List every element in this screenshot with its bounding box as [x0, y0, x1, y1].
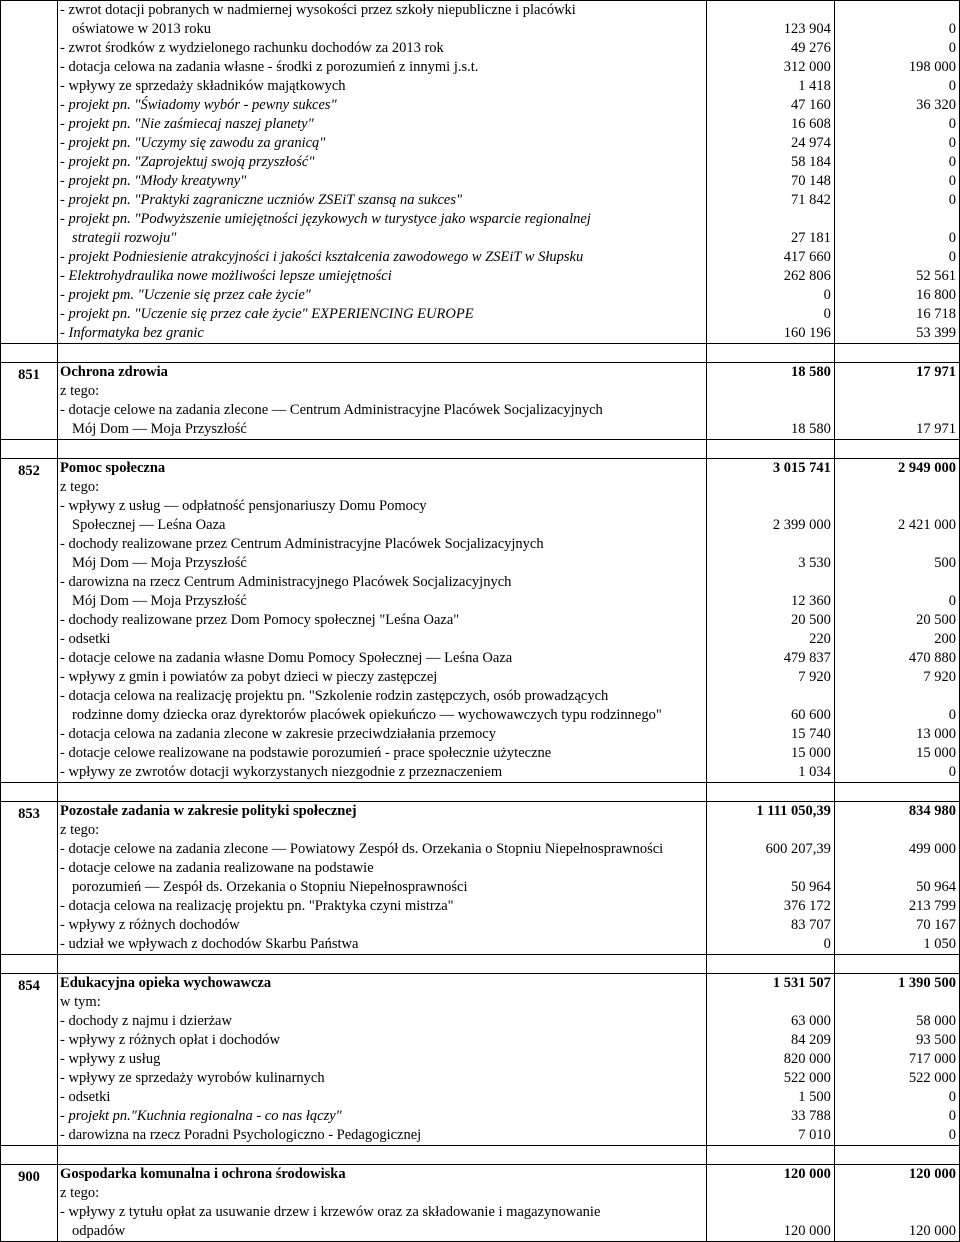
blank-cell: [835, 478, 959, 497]
income-row-value-execution: 16 800: [916, 287, 956, 303]
section-852: [1, 459, 960, 783]
income-row-description-line1: - wpływy ze sprzedaży wyrobów kulinarnych: [60, 1070, 325, 1086]
income-row-value-plan: 49 276: [790, 40, 831, 56]
income-row-description-line1: - dotacje celowe na zadania zlecone ― Powiatowy Zespół ds. Orzekania o Stopniu Niepełnosprawności: [60, 841, 664, 857]
section-plan-cell: [706, 974, 834, 1146]
income-row-description-line1: - dotacje celowe realizowane na podstawie porozumień - prace społecznie użyteczne: [60, 745, 552, 761]
income-row-description-line1: - dochody z najmu i dzierżaw: [60, 1013, 232, 1029]
income-row-description-line1: - projekt pn. "Uczymy się zawodu za granicą": [60, 135, 326, 151]
income-row-description-line1: - wpływy z gmin i powiatów za pobyt dzieci w pieczy zastępczej: [60, 669, 438, 685]
spacer-cell: [706, 783, 834, 802]
section-total-execution: 17 971: [916, 364, 956, 380]
spacer-cell: [706, 344, 834, 363]
top-continuation-block: [1, 1, 960, 344]
income-row-description: [58, 286, 706, 305]
income-row-description: [58, 324, 706, 343]
income-row-value-plan: 1 500: [798, 1089, 831, 1105]
income-row-value-plan: 27 181: [790, 230, 831, 246]
section-execution-cell: [834, 1165, 959, 1242]
income-row-description: [58, 1088, 706, 1107]
income-row-description-line1: - dotacja celowa na zadania własne - środki z porozumień z innymi j.s.t.: [60, 59, 479, 75]
spacer-cell: [1, 955, 58, 974]
income-row-value-plan: 12 360: [790, 593, 831, 609]
income-row-description: [58, 1203, 706, 1241]
income-row-value-execution: 93 500: [916, 1032, 956, 1048]
section-spacer: [1, 1146, 960, 1165]
income-row-description-line2: Mój Dom ― Moja Przyszłość: [72, 421, 247, 437]
blank-cell: [707, 382, 834, 401]
income-row-value-execution: 0: [948, 593, 956, 609]
section-code: 852: [1, 459, 58, 783]
income-row-value-execution: 36 320: [916, 97, 956, 113]
income-row-description: [58, 248, 706, 267]
plan-value-cell: [706, 1, 834, 344]
section-code: 854: [1, 974, 58, 1146]
spacer-cell: [58, 440, 707, 459]
spacer-cell: [58, 783, 707, 802]
income-row-value-execution: 0: [948, 249, 956, 265]
income-row-description-line1: - projekt pn. "Uczenie się przez całe życie" EXPERIENCING EUROPE: [60, 306, 474, 322]
spacer-cell: [834, 783, 959, 802]
income-row-value-execution: 0: [948, 1108, 956, 1124]
section-853: [1, 802, 960, 955]
income-row-description: [58, 1107, 706, 1126]
section-spacer: [1, 955, 960, 974]
blank-cell: [835, 1184, 959, 1203]
income-row-value-plan: 84 209: [790, 1032, 831, 1048]
section-total-plan: 1 111 050,39: [756, 803, 831, 819]
income-row-value-execution: 500: [934, 555, 956, 571]
section-900: [1, 1165, 960, 1242]
income-row-description: [58, 611, 706, 630]
income-row-value-plan: 123 904: [783, 21, 831, 37]
income-row-value-plan: 18 580: [790, 421, 831, 437]
income-row-value-execution: 0: [948, 40, 956, 56]
income-row-value-plan: 7 010: [798, 1127, 831, 1143]
income-row-description-line2: oświatowe w 2013 roku: [72, 21, 211, 37]
income-row-description: [58, 1069, 706, 1088]
income-row-value-execution: 20 500: [916, 612, 956, 628]
income-row-value-plan: 58 184: [790, 154, 831, 170]
income-row-value-execution: 15 000: [916, 745, 956, 761]
section-total-execution: 120 000: [908, 1166, 956, 1182]
income-row-value-execution: 0: [948, 230, 956, 246]
section-plan-cell: [706, 1165, 834, 1242]
section-total-execution: 1 390 500: [898, 975, 956, 991]
income-row-description-line1: - odsetki: [60, 631, 111, 647]
income-row-value-execution: 120 000: [908, 1223, 956, 1239]
income-row-description-line1: - wpływy ze sprzedaży składników majątkowych: [60, 78, 346, 94]
income-row-value-execution: 0: [948, 764, 956, 780]
income-row-value-plan: 1 034: [798, 764, 831, 780]
income-row-value-execution: 58 000: [916, 1013, 956, 1029]
income-row-description: [58, 1050, 706, 1069]
section-plan-cell: [706, 802, 834, 955]
income-row-description: [58, 859, 706, 897]
income-row-value-plan: 83 707: [790, 917, 831, 933]
income-row-value-execution: 522 000: [908, 1070, 956, 1086]
spacer-cell: [58, 1146, 707, 1165]
income-row-description: [58, 134, 706, 153]
income-row-value-execution: 470 880: [908, 650, 956, 666]
income-row-description-line1: - wpływy z tytułu opłat za usuwanie drzew i krzewów oraz za składowanie i magazynowanie: [60, 1204, 601, 1220]
section-total-plan: 3 015 741: [772, 460, 831, 476]
income-row-description: [58, 687, 706, 725]
income-row-description: [58, 497, 706, 535]
income-row-value-plan: 820 000: [783, 1051, 831, 1067]
section-total-plan: 18 580: [790, 364, 831, 380]
income-row-value-plan: 1 418: [798, 78, 831, 94]
income-row-value-execution: 0: [948, 116, 956, 132]
income-row-description-line1: - dotacje celowe na zadania zlecone ― Centrum Administracyjne Placówek Socjalizacyjnych: [60, 402, 603, 418]
income-row-description-line2: Społecznej ― Leśna Oaza: [72, 517, 226, 533]
section-total-execution: 2 949 000: [898, 460, 956, 476]
income-row-value-plan: 0: [823, 287, 831, 303]
income-row-value-plan: 2 399 000: [772, 517, 831, 533]
section-subhead: z tego:: [60, 383, 100, 399]
spacer-cell: [58, 955, 707, 974]
income-row-description-line1: - projekt pn. "Praktyki zagraniczne uczniów ZSEiT szansą na sukces": [60, 192, 463, 208]
section-execution-cell: [834, 802, 959, 955]
income-row-description-line1: - projekt Podniesienie atrakcyjności i jakości kształcenia zawodowego w ZSEiT w Słupsku: [60, 249, 584, 265]
income-row-value-plan: 63 000: [790, 1013, 831, 1029]
section-spacer: [1, 344, 960, 363]
execution-value-cell: [834, 1, 959, 344]
income-row-description-line1: - projekt pn. "Młody kreatywny": [60, 173, 247, 189]
income-row-description: [58, 115, 706, 134]
income-row-description: [58, 58, 706, 77]
income-row-value-plan: 522 000: [783, 1070, 831, 1086]
income-row-value-plan: 0: [823, 936, 831, 952]
income-row-value-execution: 70 167: [916, 917, 956, 933]
income-row-description: [58, 39, 706, 58]
section-total-plan: 120 000: [783, 1166, 831, 1182]
section-title: Gospodarka komunalna i ochrona środowiska: [60, 1166, 346, 1182]
income-row-description-line1: - udział we wpływach z dochodów Skarbu Państwa: [60, 936, 359, 952]
income-row-value-plan: 417 660: [783, 249, 831, 265]
income-row-description-line1: - dotacja celowa na realizację projektu pn. "Szkolenie rodzin zastępczych, osób prowadzących: [60, 688, 609, 704]
income-row-value-plan: 3 530: [798, 555, 831, 571]
section-description-cell: [58, 363, 707, 440]
income-row-description-line1: - dochody realizowane przez Centrum Administracyjne Placówek Socjalizacyjnych: [60, 536, 544, 552]
income-row-value-execution: 2 421 000: [898, 517, 956, 533]
income-row-value-plan: 120 000: [783, 1223, 831, 1239]
income-row-description: [58, 172, 706, 191]
section-title: Pomoc społeczna: [60, 460, 166, 476]
income-row-description-line1: - projekt pn. "Podwyższenie umiejętności językowych w turystyce jako wsparcie regionalnej: [60, 211, 591, 227]
income-row-value-execution: 16 718: [916, 306, 956, 322]
spacer-cell: [834, 955, 959, 974]
spacer-cell: [58, 344, 707, 363]
income-row-description: [58, 725, 706, 744]
income-row-description: [58, 1126, 706, 1145]
income-row-description-line1: - dotacja celowa na realizację projektu pn. "Praktyka czyni mistrza": [60, 898, 454, 914]
income-row-value-execution: 0: [948, 135, 956, 151]
income-row-description: [58, 210, 706, 248]
income-row-value-execution: 1 050: [923, 936, 956, 952]
section-execution-cell: [834, 363, 959, 440]
section-title: Edukacyjna opieka wychowawcza: [60, 975, 272, 991]
income-row-description-line2: strategii rozwoju": [72, 230, 177, 246]
income-row-description: [58, 916, 706, 935]
income-row-value-execution: 0: [948, 1127, 956, 1143]
income-row-description-line1: - dochody realizowane przez Dom Pomocy społecznej "Leśna Oaza": [60, 612, 460, 628]
section-subhead: z tego:: [60, 479, 100, 495]
section-title: Pozostałe zadania w zakresie polityki społecznej: [60, 803, 357, 819]
income-row-description-line2: Mój Dom ― Moja Przyszłość: [72, 555, 247, 571]
section-plan-cell: [706, 459, 834, 783]
spacer-cell: [834, 344, 959, 363]
income-row-value-plan: 60 600: [790, 707, 831, 723]
income-row-description: [58, 630, 706, 649]
income-row-value-execution: 717 000: [908, 1051, 956, 1067]
spacer-cell: [1, 1146, 58, 1165]
income-row-value-plan: 160 196: [783, 325, 831, 341]
section-description-cell: [58, 459, 707, 783]
income-row-description: [58, 1, 706, 39]
income-row-description: [58, 535, 706, 573]
income-row-description-line2: Mój Dom ― Moja Przyszłość: [72, 593, 247, 609]
income-row-description-line1: - wpływy z różnych opłat i dochodów: [60, 1032, 280, 1048]
spacer-cell: [1, 440, 58, 459]
income-row-description: [58, 840, 706, 859]
income-row-description-line2: porozumień ― Zespół ds. Orzekania o Stopniu Niepełnosprawności: [72, 879, 468, 895]
income-row-description-line1: - dotacja celowa na zadania zlecone w zakresie przeciwdziałania przemocy: [60, 726, 496, 742]
income-row-description: [58, 77, 706, 96]
income-row-value-plan: 24 974: [790, 135, 831, 151]
income-row-description: [58, 96, 706, 115]
income-row-value-plan: 50 964: [790, 879, 831, 895]
income-row-description-line1: - wpływy ze zwrotów dotacji wykorzystanych niezgodnie z przeznaczeniem: [60, 764, 503, 780]
income-row-description: [58, 744, 706, 763]
income-row-value-plan: 220: [809, 631, 831, 647]
income-row-description: [58, 153, 706, 172]
income-row-value-plan: 312 000: [783, 59, 831, 75]
income-row-value-execution: 0: [948, 154, 956, 170]
income-row-description-line1: - darowizna na rzecz Poradni Psychologiczno - Pedagogicznej: [60, 1127, 422, 1143]
section-description-cell: [58, 974, 707, 1146]
income-row-value-plan: 15 000: [790, 745, 831, 761]
income-row-value-execution: 53 399: [916, 325, 956, 341]
income-row-description: [58, 763, 706, 782]
income-row-description-line1: - odsetki: [60, 1089, 111, 1105]
income-row-description: [58, 573, 706, 611]
income-row-description: [58, 668, 706, 687]
section-854: [1, 974, 960, 1146]
section-plan-cell: [706, 363, 834, 440]
section-description-cell: [58, 802, 707, 955]
income-row-value-plan: 20 500: [790, 612, 831, 628]
income-row-value-plan: 376 172: [783, 898, 831, 914]
spacer-cell: [706, 1146, 834, 1165]
income-row-value-plan: 16 608: [790, 116, 831, 132]
income-row-value-execution: 0: [948, 192, 956, 208]
description-cell: [58, 1, 707, 344]
income-row-description-line1: - Informatyka bez granic: [60, 325, 204, 341]
income-row-value-execution: 0: [948, 1089, 956, 1105]
income-row-value-plan: 0: [823, 306, 831, 322]
income-row-description: [58, 935, 706, 954]
income-row-value-execution: 499 000: [908, 841, 956, 857]
section-code-cell: [1, 1, 58, 344]
income-row-value-execution: 0: [948, 173, 956, 189]
income-row-value-execution: 13 000: [916, 726, 956, 742]
income-row-value-plan: 47 160: [790, 97, 831, 113]
income-row-value-plan: 70 148: [790, 173, 831, 189]
income-row-description-line1: - zwrot środków z wydzielonego rachunku dochodów za 2013 rok: [60, 40, 444, 56]
income-row-description: [58, 267, 706, 286]
section-subhead: z tego:: [60, 822, 100, 838]
income-row-description-line1: - wpływy z różnych dochodów: [60, 917, 240, 933]
blank-cell: [707, 1184, 834, 1203]
income-row-description-line1: - dotacje celowe na zadania własne Domu Pomocy Społecznej ― Leśna Oaza: [60, 650, 513, 666]
section-code: 853: [1, 802, 58, 955]
blank-cell: [835, 993, 959, 1012]
income-row-description-line1: - projekt pn. "Zaprojektuj swoją przyszłość": [60, 154, 315, 170]
spacer-cell: [834, 440, 959, 459]
income-row-description: [58, 305, 706, 324]
income-row-value-execution: 7 920: [923, 669, 956, 685]
income-row-value-plan: 33 788: [790, 1108, 831, 1124]
section-subhead: z tego:: [60, 1185, 100, 1201]
section-title: Ochrona zdrowia: [60, 364, 168, 380]
income-row-value-execution: 0: [948, 21, 956, 37]
income-row-value-execution: 213 799: [908, 898, 956, 914]
income-row-value-execution: 50 964: [916, 879, 956, 895]
income-row-description: [58, 897, 706, 916]
spacer-cell: [1, 344, 58, 363]
income-row-value-plan: 15 740: [790, 726, 831, 742]
blank-cell: [835, 821, 959, 840]
income-row-description: [58, 649, 706, 668]
section-subhead: w tym:: [60, 994, 101, 1010]
income-row-description: [58, 1012, 706, 1031]
income-row-description-line1: - wpływy z usług: [60, 1051, 161, 1067]
blank-cell: [835, 382, 959, 401]
section-execution-cell: [834, 459, 959, 783]
section-total-execution: 834 980: [908, 803, 956, 819]
spacer-cell: [834, 1146, 959, 1165]
income-row-description: [58, 1031, 706, 1050]
income-row-value-execution: 17 971: [916, 421, 956, 437]
section-code: 851: [1, 363, 58, 440]
income-row-value-execution: 198 000: [908, 59, 956, 75]
blank-cell: [707, 993, 834, 1012]
income-row-description-line1: - wpływy z usług ― odpłatność pensjonariuszy Domu Pomocy: [60, 498, 427, 514]
income-row-value-plan: 7 920: [798, 669, 831, 685]
section-851: [1, 363, 960, 440]
blank-cell: [707, 821, 834, 840]
section-execution-cell: [834, 974, 959, 1146]
income-row-description-line1: - dotacje celowe na zadania realizowane na podstawie: [60, 860, 374, 876]
section-code: 900: [1, 1165, 58, 1242]
income-row-description-line1: - zwrot dotacji pobranych w nadmiernej wysokości przez szkoły niepubliczne i placówki: [60, 2, 576, 18]
income-row-value-plan: 71 842: [790, 192, 831, 208]
income-row-value-execution: 0: [948, 78, 956, 94]
spacer-cell: [1, 783, 58, 802]
income-row-description-line1: - projekt pm. "Uczenie się przez całe życie": [60, 287, 311, 303]
income-row-description-line1: - projekt pn. "Świadomy wybór - pewny sukces": [60, 97, 337, 113]
income-row-description-line1: - projekt pn. "Nie zaśmiecaj naszej planety": [60, 116, 314, 132]
income-row-value-plan: 479 837: [783, 650, 831, 666]
income-row-value-execution: 52 561: [916, 268, 956, 284]
section-description-cell: [58, 1165, 707, 1242]
section-spacer: [1, 440, 960, 459]
income-row-value-plan: 600 207,39: [765, 841, 831, 857]
income-row-description-line1: - darowizna na rzecz Centrum Administracyjnego Placówek Socjalizacyjnych: [60, 574, 512, 590]
income-row-description: [58, 401, 706, 439]
section-total-plan: 1 531 507: [772, 975, 831, 991]
income-row-value-execution: 200: [934, 631, 956, 647]
income-row-description-line1: - Elektrohydraulika nowe możliwości lepsze umiejętności: [60, 268, 392, 284]
spacer-cell: [706, 955, 834, 974]
income-row-value-plan: 262 806: [783, 268, 831, 284]
spacer-cell: [706, 440, 834, 459]
income-row-description: [58, 191, 706, 210]
income-row-description-line1: - projekt pn."Kuchnia regionalna - co nas łączy": [60, 1108, 342, 1124]
income-row-value-execution: 0: [948, 707, 956, 723]
income-row-description-line2: rodzinne domy dziecka oraz dyrektorów placówek opiekuńczo ― wychowawczych typu rodzinnego": [72, 707, 662, 723]
income-row-description-line2: odpadów: [72, 1223, 126, 1239]
section-spacer: [1, 783, 960, 802]
blank-cell: [707, 478, 834, 497]
